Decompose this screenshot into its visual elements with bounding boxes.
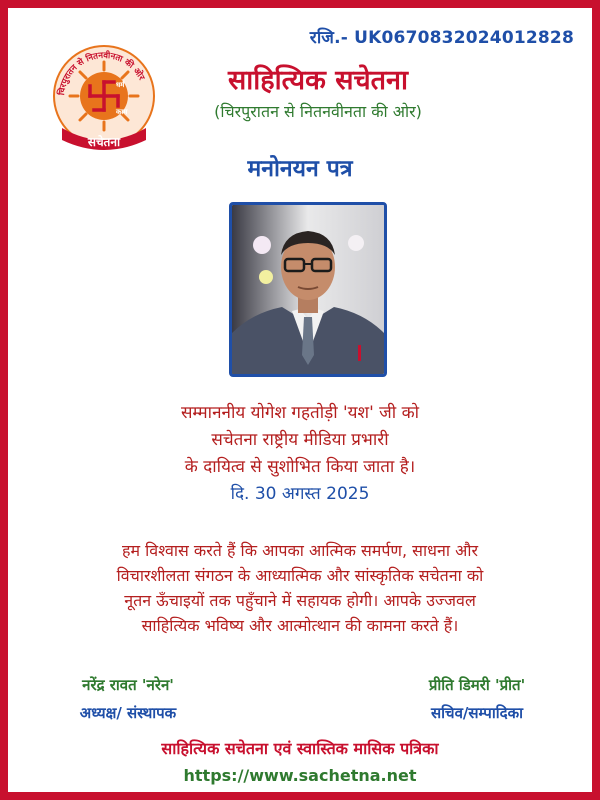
signatory-left-name: नरेंद्र रावत 'नरेन' xyxy=(82,676,174,694)
logo-banner-text: सचेतना xyxy=(87,135,121,149)
signatory-right-role: सचिव/सम्पादिका xyxy=(431,704,523,722)
signatory-left xyxy=(48,671,208,727)
honor-line-3: के दायित्व से सुशोभित किया जाता है। xyxy=(184,457,416,477)
logo-ring-text: चिरपुरातन से नितनवीनता की ओर xyxy=(56,50,147,96)
message-line-1: हम विश्वास करते हैं कि आपका आत्मिक समर्पण, साधना और xyxy=(122,541,478,560)
portrait-photo-icon xyxy=(232,205,384,374)
honor-date: दि. 30 अगस्त 2025 xyxy=(230,484,370,504)
organization-title: साहित्यिक सचेतना xyxy=(228,65,408,96)
signatory-right xyxy=(402,671,552,727)
logo-bottom-word: काम xyxy=(116,108,128,116)
message-line-4: साहित्यिक भविष्य और आत्मोत्थान की कामना करते हैं। xyxy=(141,616,459,635)
honor-statement xyxy=(8,400,592,508)
registration-number: रजि.- UK0670832024012828 xyxy=(309,28,574,48)
signatory-right-name: प्रीति डिमरी 'प्रीत' xyxy=(428,676,526,694)
logo-top-word: धर्म xyxy=(116,81,125,89)
website-link[interactable]: https://www.sachetna.net xyxy=(183,766,417,785)
swastik-sun-logo-icon xyxy=(50,40,158,156)
signatory-left-role: अध्यक्ष/ संस्थापक xyxy=(79,704,177,722)
honor-line-1: सम्माननीय योगेश गहतोड़ी 'यश' जी को xyxy=(180,403,420,423)
message-line-2: विचारशीलता संगठन के आध्यात्मिक और सांस्कृतिक सचेतना को xyxy=(116,566,484,585)
honor-line-2: सचेतना राष्ट्रीय मीडिया प्रभारी xyxy=(211,430,389,450)
portrait-photo xyxy=(229,202,387,377)
blessing-message xyxy=(48,538,552,638)
publication-name: साहित्यिक सचेतना एवं स्वास्तिक मासिक पत्रिका xyxy=(161,739,439,758)
organization-tagline: (चिरपुरातन से नितनवीनता की ओर) xyxy=(214,102,422,121)
document-type-heading: मनोनयन पत्र xyxy=(247,156,353,182)
message-line-3: नूतन ऊँचाइयों तक पहुँचाने में सहायक होगी। आपके उज्जवल xyxy=(124,591,476,610)
